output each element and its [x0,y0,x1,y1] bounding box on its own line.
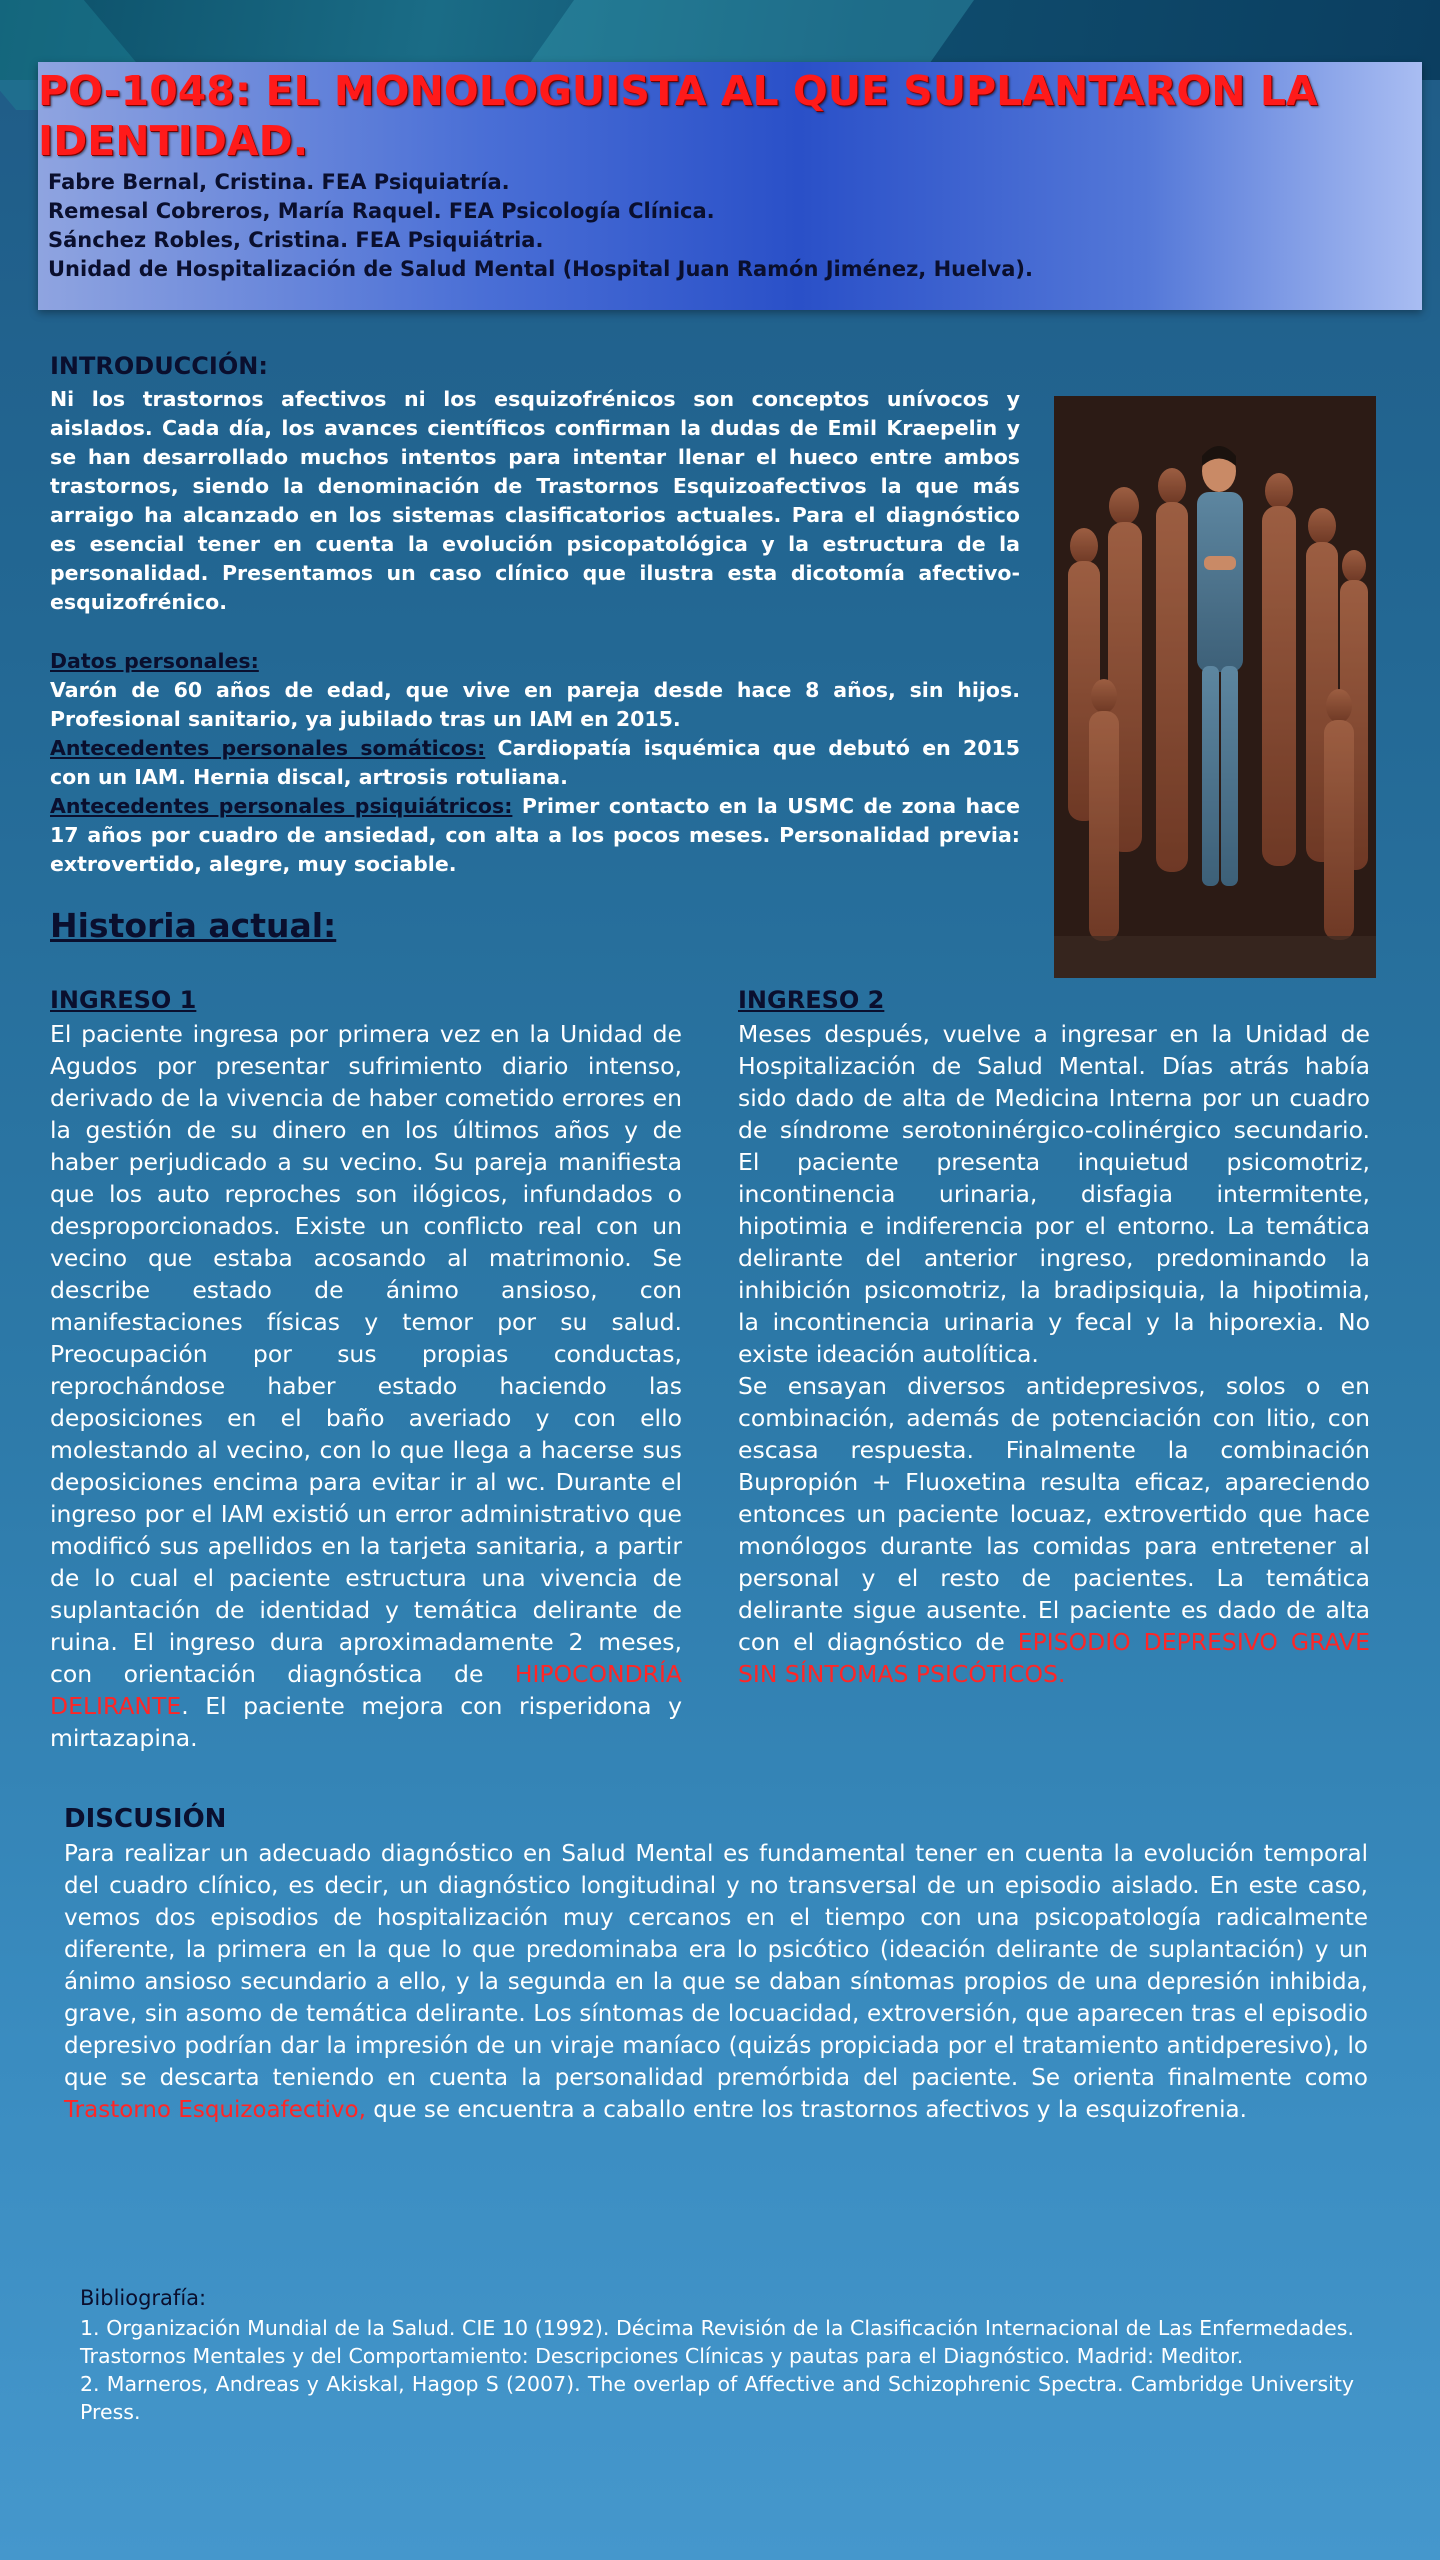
affiliation-line: Unidad de Hospitalización de Salud Mental (Hospital Juan Ramón Jiménez, Huelva). [48,257,1033,281]
bibliography-item: 1. Organización Mundial de la Salud. CIE 10 (1992). Décima Revisión de la Clasificación Internacional de Las Enfermedades. Trastornos Mentales y del Comportamiento: Descripciones Clínicas y pautas para el Diagnóstico. Madrid: Meditor. [80,2316,1354,2368]
bibliography-list [80,2314,1354,2426]
ingreso-2-diagnosis: EPISODIO DEPRESIVO GRAVE SIN SÍNTOMAS PSICÓTICOS. [738,1628,1370,1688]
poster-header [38,62,1422,310]
personal-data [50,647,1020,879]
ingreso-1-diagnosis: HIPOCONDRÍA DELIRANTE [50,1660,682,1720]
somatic-history-label: Antecedentes personales somáticos: [50,736,486,760]
ingreso-1-heading: INGRESO 1 [50,986,197,1014]
ingreso-1-text: El paciente ingresa por primera vez en la Unidad de Agudos por presentar sufrimiento diario intenso, derivado de la vivencia de haber cometido errores en la gestión de su dinero en los últimos años y de haber perjudicado a su vecino. Su pareja manifiesta que los auto reproches son ilógicos, infundados o desproporcionados. Existe un conflicto real con un vecino que estaba acosando al matrimonio. Se describe estado de ánimo ansioso, con manifestaciones físicas y temor por su salud. Preocupación por sus propias conductas, reprochándose haber estado haciendo las deposiciones en el baño averiado y con ello molestando al vecino, con lo que llega a hacerse sus deposiciones encima para evitar ir al wc. Durante el ingreso por el IAM existió un error administrativo que modificó sus apellidos en la tarjeta sanitaria, a partir de lo cual el paciente estructura una vivencia de suplantación de identidad y temática delirante de ruina. El ingreso dura aproximadamente 2 meses, con orientación diagnóstica de HIPOCONDRÍA DELIRANTE. El paciente mejora con risperidona y mirtazapina. [50,1020,682,1752]
intro-text: Ni los trastornos afectivos ni los esquizofrénicos son conceptos unívocos y aislados. Cada día, los avances científicos confirman la dudas de Emil Kraepelin y se han desarrollado muchos intentos para intentar llenar el hueco entre ambos trastornos, siendo la denominación de Trastornos Esquizoafectivos la que más arraigo ha alcanzado en los sistemas clasificatorios actuales. Para el diagnóstico es esencial tener en cuenta la evolución psicopatológica y la estructura de la personalidad. Presentamos un caso clínico que ilustra esta dicotomía afectivo-esquizofrénico. [50,387,1020,614]
personal-data-heading: Datos personales: [50,649,259,673]
author-line: Remesal Cobreros, María Raquel. FEA Psicología Clínica. [48,199,715,223]
discussion-text: Para realizar un adecuado diagnóstico en Salud Mental es fundamental tener en cuenta la evolución temporal del cuadro clínico, es decir, un diagnóstico longitudinal y no transversal de un episodio aislado. En este caso, vemos dos episodios de hospitalización muy cercanos en el tiempo con una psicopatología radicalmente diferente, la primera en la que lo que predominaba era lo psicótico (ideación delirante de suplantación) y un ánimo ansioso secundario a ello, y la segunda en la que se daban síntomas propios de una depresión inhibida, grave, sin asomo de temática delirante. Los síntomas de locuacidad, extroversión, que aparecen tras el episodio depresivo podrían dar la impresión de un viraje maníaco (quizás propiciada por el tratamiento antidperesivo), lo que se descarta teniendo en cuenta la personalidad premórbida del paciente. Se orienta finalmente como Trastorno Esquizoafectivo, que se encuentra a caballo entre los trastornos afectivos y la esquizofrenia. [64,1841,1368,2123]
bibliography-item: 2. Marneros, Andreas y Akiskal, Hagop S (2007). The overlap of Affective and Schizophrenic Spectra. Cambridge University Press. [80,2372,1354,2424]
intro-heading: INTRODUCCIÓN: [50,352,268,380]
discussion-diagnosis: Trastorno Esquizoafectivo, [64,2097,366,2123]
poster-title: PO-1048: EL MONOLOGUISTA AL QUE SUPLANTARON LA IDENTIDAD. [38,67,1318,165]
author-line: Fabre Bernal, Cristina. FEA Psiquiatría. [48,170,510,194]
ingreso-2-text: Meses después, vuelve a ingresar en la Unidad de Hospitalización de Salud Mental. Días atrás había sido dado de alta de Medicina Interna por un cuadro de síndrome serotoninérgico-colinérgico secundario. El paciente presenta inquietud psicomotriz, incontinencia urinaria, disfagia intermitente, hipotimia e indiferencia por el entorno. La temática delirante del anterior ingreso, predominando la inhibición psicomotriz, la bradipsiquia, la hipotimia, la incontinencia urinaria y fecal y la hiporexia. No existe ideación autolítica. Se ensayan diversos antidepresivos, solos o en combinación, además de potenciación con litio, con escasa respuesta. Finalmente la combinación Bupropión + Fluoxetina resulta eficaz, apareciendo entonces un paciente locuaz, extrovertido que hace monólogos durante las comidas para entretener al personal y el resto de pacientes. La temática delirante sigue ausente. El paciente es dado de alta con el diagnóstico de EPISODIO DEPRESIVO GRAVE SIN SÍNTOMAS PSICÓTICOS. [738,1020,1370,1688]
discussion-heading: DISCUSIÓN [64,1804,227,1834]
history-heading: Historia actual: [50,906,337,945]
painting-image [1054,396,1376,978]
ingreso-2-heading: INGRESO 2 [738,986,885,1014]
author-line: Sánchez Robles, Cristina. FEA Psiquiátria. [48,228,544,252]
author-list [48,168,1414,284]
psychiatric-history-text: Primer contacto en la USMC de zona hace 17 años por cuadro de ansiedad, con alta a los pocos meses. Personalidad previa: extrovertido, alegre, muy sociable. [50,794,1020,876]
psychiatric-history-label: Antecedentes personales psiquiátricos: [50,794,513,818]
bibliography-heading: Bibliografía: [80,2286,207,2310]
personal-data-text: Varón de 60 años de edad, que vive en pareja desde hace 8 años, sin hijos. Profesional sanitario, ya jubilado tras un IAM en 2015. [50,678,1020,731]
painting-figures [1054,396,1376,978]
somatic-history-text: Cardiopatía isquémica que debutó en 2015 con un IAM. Hernia discal, artrosis rotuliana. [50,736,1021,789]
